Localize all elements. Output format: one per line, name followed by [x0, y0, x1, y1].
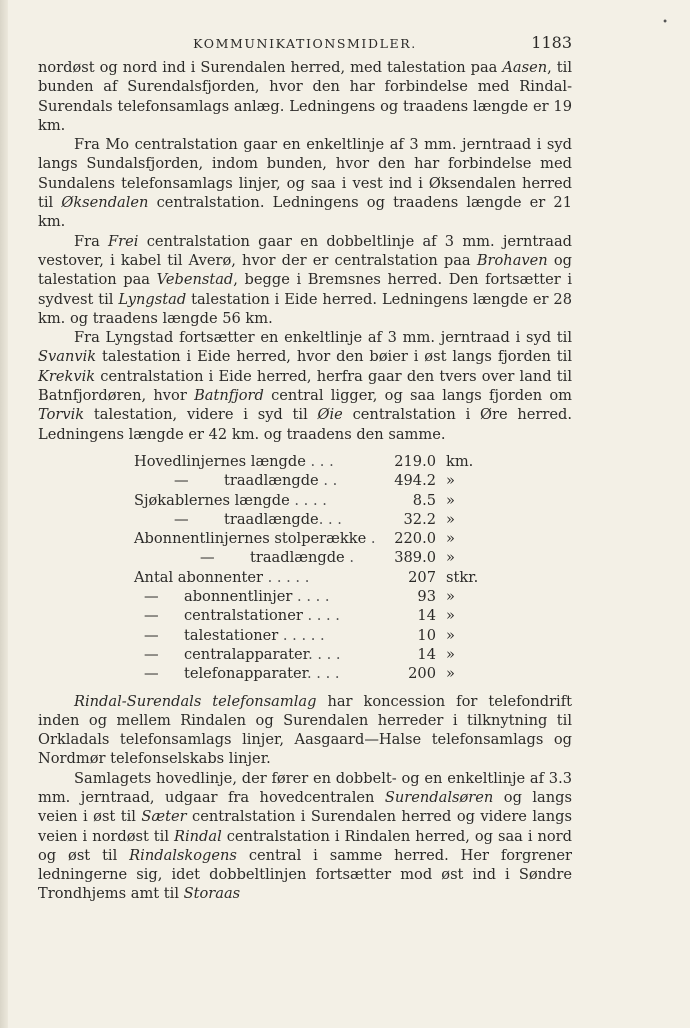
text-run: og langs veien i øst til: [38, 788, 572, 826]
stats-label-cell: [134, 548, 382, 567]
stats-label-cell: [134, 664, 382, 683]
text-run: central i samme herred. Her forgrener ledningerne sig, idet dobbeltlinjen fortsætter mod øst ind i Søndre Trondhjems amt til: [38, 846, 572, 903]
paragraph-3: [38, 232, 572, 328]
stats-label-cell: [134, 626, 382, 645]
ditto-dash: —: [174, 510, 189, 528]
text-run: Fra Mo centralstation gaar en enkeltlinje af 3 mm. jerntraad i syd langs Sundalsfjorden, indom bunden, hvor den har forbindelse med Sundalens telefonsamlags linjer, og saa i vest ind i Øksendalen herred til: [38, 136, 572, 212]
stats-value: 389.0: [394, 549, 436, 567]
place-name: Torvik: [38, 406, 85, 424]
ditto-dash: —: [144, 626, 159, 644]
text-run: centralstation i Eide herred, herfra gaar den tvers over land til Batnfjordøren, hvor: [38, 367, 572, 405]
place-name: Batnfjord: [194, 387, 264, 405]
text-run: talestation, videre i syd til: [84, 406, 318, 424]
text-run: centralstation i Øre herred. Ledningens længde er 42 km. og traadens den samme.: [38, 406, 572, 443]
text-run: Samlagets hovedlinje, der fører en dobbelt- og en enkeltlinje af 3.3 mm. jerntraad, udgaar fra hovedcentralen: [38, 769, 572, 806]
stats-label-cell: [134, 510, 382, 529]
stats-label-cell: [134, 471, 382, 490]
place-name: Frei: [108, 232, 139, 250]
ditto-dash: —: [144, 588, 159, 606]
place-name: Brohaven: [476, 251, 548, 269]
stats-value: 32.2: [403, 510, 436, 528]
place-name: Øie: [317, 406, 343, 424]
stats-unit: »: [446, 626, 455, 644]
paragraph-1: [38, 58, 572, 135]
stats-label: Abonnentlinjernes stolperække: [134, 530, 367, 548]
printer-mark: •: [662, 17, 668, 28]
stats-label: Hovedlinjernes længde: [134, 452, 306, 470]
text-run: har koncession for telefondrift inden og mellem Rindalen og Surendalen herreder i tilknytning til Orkladals telefonsamlags linjer, Aasgaard—Halse telefonsamlags og Nordmør telefonselskabs linjer.: [38, 692, 572, 768]
text-run: Fra: [74, 232, 109, 250]
stats-label-cell: [134, 587, 382, 606]
stats-value: 219.0: [394, 452, 436, 470]
stats-unit: stkr.: [446, 568, 479, 586]
stats-label: centralstationer: [184, 607, 303, 625]
stats-unit: »: [446, 588, 455, 606]
ditto-dash: —: [144, 665, 159, 683]
stats-value: 14: [417, 607, 436, 625]
stats-label-cell: [134, 491, 382, 510]
stats-value: 8.5: [412, 491, 436, 509]
leader-dots: .: [344, 549, 354, 567]
text-run: central ligger, og saa langs fjorden om: [263, 387, 572, 405]
stats-row: [134, 645, 496, 664]
ditto-dash: —: [200, 549, 215, 567]
stats-unit: »: [446, 607, 455, 625]
leader-dots: . . . .: [289, 491, 327, 509]
place-name: Krekvik: [38, 367, 96, 385]
text-run: , begge i Bremsnes herred. Den fortsætter i sydvest til: [38, 271, 572, 308]
leader-dots: . . .: [318, 510, 342, 528]
stats-value: 220.0: [394, 530, 436, 548]
stats-row: [134, 568, 496, 587]
text-run: talestation i Eide herred, hvor den bøier i øst langs fjorden til: [96, 348, 572, 366]
stats-unit: km.: [446, 452, 474, 470]
running-title: KOMMUNIKATIONSMIDLER.: [193, 36, 417, 51]
place-name: Storaas: [183, 885, 241, 903]
paragraph-4: [38, 328, 572, 444]
stats-unit: »: [446, 510, 455, 528]
leader-dots: . . . .: [308, 645, 341, 663]
leader-dots: .: [366, 530, 376, 548]
leader-dots: . . . .: [292, 588, 330, 606]
place-name: Surendalsøren: [384, 788, 494, 806]
stats-row: [134, 626, 496, 645]
page-edge: [0, 0, 8, 1028]
stats-row: [134, 452, 496, 471]
leader-dots: . . . . .: [278, 626, 325, 644]
stats-label: talestationer: [184, 626, 279, 644]
ditto-dash: —: [144, 607, 159, 625]
stats-label: centralapparater: [184, 645, 309, 663]
ditto-dash: —: [174, 472, 189, 490]
stats-row: [134, 529, 496, 548]
stats-value: 93: [417, 588, 436, 606]
stats-unit: »: [446, 665, 455, 683]
stats-label-cell: [134, 568, 382, 587]
stats-row: [134, 606, 496, 625]
place-name: Aasen: [502, 59, 548, 76]
leader-dots: . . . . .: [262, 568, 310, 586]
paragraph-5: [38, 692, 572, 769]
statistics-table: [134, 452, 496, 684]
text-run: nordøst og nord ind i Surendalen herred, med talestation paa: [38, 59, 503, 76]
place-name: Øksendalen: [61, 194, 149, 212]
place-name: Vebenstad: [156, 271, 234, 289]
stats-row: [134, 664, 496, 683]
stats-value: 200: [408, 665, 436, 683]
text-run: centralstation i Rindalen herred, og saa i nord og øst til: [38, 827, 572, 864]
stats-row: [134, 471, 496, 490]
stats-label: Sjøkablernes længde: [134, 491, 290, 509]
page-number: 1183: [531, 33, 572, 52]
stats-row: [134, 510, 496, 529]
stats-label-cell: [134, 606, 382, 625]
stats-unit: »: [446, 645, 455, 663]
leader-dots: . .: [318, 472, 338, 490]
text-run: centralstation. Ledningens og traadens længde er 21 km.: [38, 194, 572, 231]
stats-value: 14: [417, 645, 436, 663]
text-run: talestation i Eide herred. Ledningens længde er 28 km. og traadens længde 56 km.: [38, 290, 572, 327]
leader-dots: . . . .: [307, 665, 340, 683]
stats-row: [134, 491, 496, 510]
stats-row: [134, 587, 496, 606]
stats-label-cell: [134, 529, 382, 548]
stats-label: Antal abonnenter: [134, 568, 263, 586]
place-name: Svanvik: [38, 348, 97, 366]
stats-label: traadlængde: [224, 510, 319, 528]
stats-value: 207: [408, 568, 436, 586]
place-name: Sæter: [141, 808, 187, 826]
company-name: Rindal-Surendals telefonsamlag: [74, 692, 317, 710]
paragraph-2: [38, 135, 572, 231]
stats-unit: »: [446, 549, 455, 567]
stats-row: [134, 548, 496, 567]
text-run: , til bunden af Surendalsfjorden, hvor den har forbindelse med Rindal-Surendals telefonsamlags anlæg. Ledningens og traadens længde er 19 km.: [38, 59, 573, 134]
stats-value: 10: [417, 626, 436, 644]
ditto-dash: —: [144, 645, 159, 663]
page: [38, 30, 572, 904]
text-run: centralstation i Surendalen herred og videre langs veien i nordøst til: [38, 808, 572, 845]
text-run: centralstation gaar en dobbeltlinje af 3 mm. jerntraad vestover, i kabel til Averø, hvor der er centralstation paa: [38, 232, 572, 269]
text-run: Fra Lyngstad fortsætter en enkeltlinje af 3 mm. jerntraad i syd til: [74, 329, 572, 347]
stats-label: abonnentlinjer: [184, 588, 293, 606]
paragraph-6: [38, 769, 572, 904]
place-name: Rindalskogens: [129, 846, 237, 864]
stats-label: traadlængde: [224, 472, 319, 490]
stats-label-cell: [134, 452, 382, 471]
stats-value: 494.2: [394, 472, 436, 490]
place-name: Rindal: [173, 827, 222, 845]
text-run: og talestation paa: [38, 251, 572, 289]
stats-unit: »: [446, 530, 455, 548]
stats-unit: »: [446, 472, 455, 490]
stats-label: telefonapparater: [184, 665, 308, 683]
stats-label-cell: [134, 645, 382, 664]
stats-label: traadlængde: [250, 549, 345, 567]
stats-unit: »: [446, 491, 455, 509]
place-name: Lyngstad: [118, 290, 187, 308]
leader-dots: . . .: [305, 452, 334, 470]
page-header: [38, 30, 572, 54]
body-text: [38, 58, 572, 904]
leader-dots: . . . .: [302, 607, 340, 625]
